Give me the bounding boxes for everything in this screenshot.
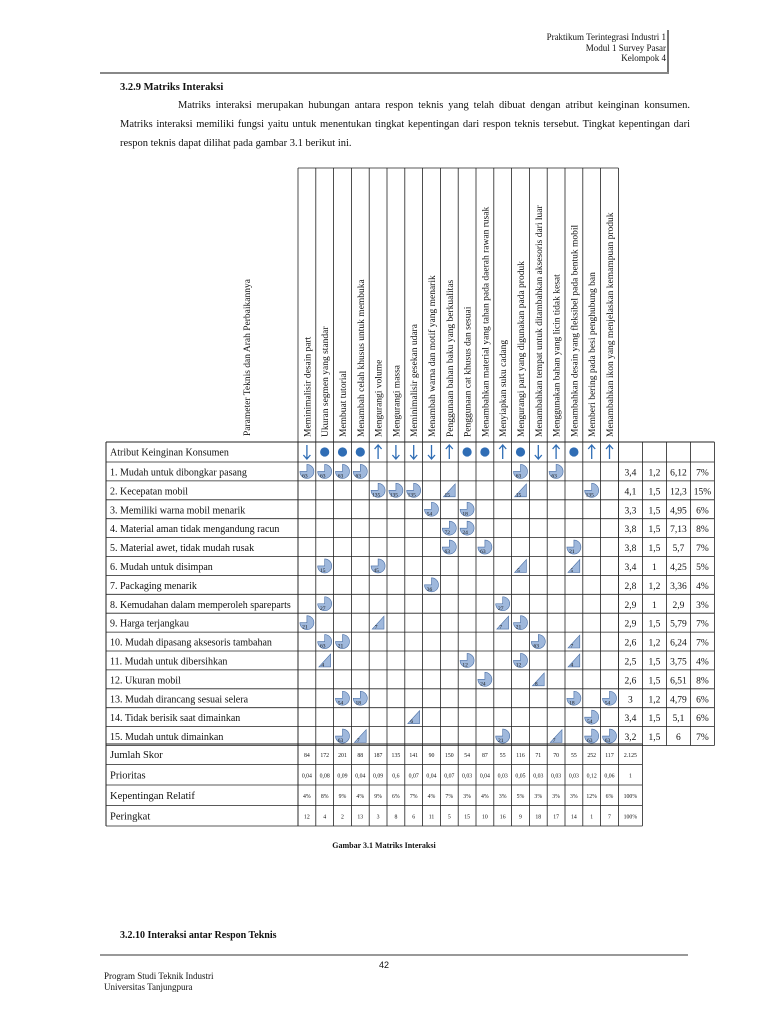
summary-value: 0,04 bbox=[301, 773, 312, 780]
page-number: 42 bbox=[378, 960, 389, 970]
footer-program: Program Studi Teknik Industri bbox=[104, 971, 214, 981]
attribute-value: 1 bbox=[652, 600, 657, 611]
arrow-down-icon bbox=[392, 445, 399, 459]
arrow-up-icon bbox=[588, 445, 595, 459]
attribute-value: 3,75 bbox=[670, 657, 687, 668]
attribute-value: 8% bbox=[696, 676, 709, 687]
relation-score: 7 bbox=[374, 624, 378, 631]
summary-value: 4% bbox=[427, 794, 436, 800]
summary-value: 3% bbox=[498, 794, 507, 800]
attribute-label: 10. Mudah dipasang aksesoris tambahan bbox=[110, 637, 272, 649]
tech-response-label: Menambahkan desain yang fleksibel pada bentuk mobil bbox=[570, 224, 581, 437]
summary-value: 11 bbox=[428, 814, 435, 821]
attribute-value: 3,2 bbox=[624, 733, 637, 744]
relation-score: 8 bbox=[534, 681, 538, 688]
target-circle-icon bbox=[320, 447, 329, 456]
summary-row-label: Peringkat bbox=[110, 811, 151, 823]
tech-response-label: Menggunakan bahan yang licin tidak kesat bbox=[552, 274, 563, 437]
next-section-title: 3.2.10 Interaksi antar Respon Teknis bbox=[120, 930, 277, 941]
relation-score: 72 bbox=[444, 530, 451, 537]
attribute-value: 2,9 bbox=[624, 600, 637, 611]
relation-score: 4 bbox=[570, 662, 574, 669]
relation-score: 18 bbox=[569, 700, 575, 707]
summary-value: 0,05 bbox=[515, 773, 526, 780]
summary-value: 7% bbox=[445, 794, 454, 800]
relation-score: 54 bbox=[426, 511, 433, 518]
relation-score: 7 bbox=[499, 624, 503, 631]
summary-value: 0,04 bbox=[479, 773, 490, 780]
attribute-value: 3,4 bbox=[624, 468, 637, 479]
relation-score: 7 bbox=[552, 738, 556, 745]
summary-value: 55 bbox=[499, 753, 506, 759]
relation-score: 63 bbox=[533, 643, 540, 650]
attribute-value: 6,51 bbox=[670, 676, 687, 687]
summary-row-label: Jumlah Skor bbox=[110, 750, 163, 761]
attribute-value: 7% bbox=[696, 638, 709, 649]
attribute-label: 13. Mudah dirancang sesuai selera bbox=[110, 694, 249, 706]
attribute-label: 4. Material aman tidak mengandung racun bbox=[110, 524, 280, 536]
summary-value: 116 bbox=[516, 753, 525, 759]
summary-value: 2.125 bbox=[623, 753, 637, 759]
relation-score: 4 bbox=[321, 662, 325, 669]
attribute-value: 1,5 bbox=[648, 544, 661, 555]
header-group: Kelompok 4 bbox=[621, 53, 666, 63]
attribute-value: 12,3 bbox=[670, 487, 687, 498]
summary-value: 8% bbox=[320, 794, 329, 800]
page-footer bbox=[104, 971, 213, 992]
section-paragraph: Matriks interaksi merupakan hubungan antara respon teknis yang telah dibuat dengan atribut keinginan konsumen. Matriks interaksi memiliki fungsi yaitu untuk menentukan tingkat kepentingan dari respon teknis tersebut. Tingkat kepentingan dari respon teknis dapat dilihat pada gambar 3.1 berikut ini. bbox=[120, 100, 690, 149]
attribute-value: 5,7 bbox=[672, 544, 685, 555]
attribute-value: 6,24 bbox=[670, 638, 687, 649]
relation-score: 18 bbox=[355, 700, 362, 707]
header-course: Praktikum Terintegrasi Industri 1 bbox=[546, 32, 666, 42]
summary-value: 3% bbox=[534, 794, 543, 800]
summary-value: 0,08 bbox=[319, 773, 330, 780]
arrow-down-icon bbox=[303, 445, 310, 459]
summary-value: 0,03 bbox=[568, 773, 579, 780]
arrow-down-icon bbox=[535, 445, 542, 459]
summary-value: 150 bbox=[444, 753, 454, 759]
relation-score: 45 bbox=[373, 567, 379, 574]
relation-score: 24 bbox=[462, 530, 468, 537]
attribute-value: 5,1 bbox=[672, 714, 685, 725]
attribute-label: 6. Mudah untuk disimpan bbox=[110, 562, 213, 573]
footer-university: Universitas Tanjungpura bbox=[104, 981, 193, 992]
summary-value: 0,12 bbox=[586, 773, 597, 780]
param-header-label: Parameter Teknis dan Arah Perbaikannya bbox=[243, 279, 253, 436]
summary-row-label: Prioritas bbox=[110, 770, 146, 782]
attribute-value: 8% bbox=[696, 525, 709, 536]
attribute-value: 3,8 bbox=[624, 525, 637, 536]
relation-score: 5 bbox=[517, 567, 520, 574]
summary-value: 4% bbox=[356, 794, 365, 800]
attribute-value: 2,9 bbox=[624, 619, 637, 630]
summary-value: 54 bbox=[464, 753, 470, 759]
relation-score: 63 bbox=[515, 473, 522, 480]
summary-value: 0,6 bbox=[392, 773, 400, 780]
attribute-value: 1,5 bbox=[648, 619, 661, 630]
summary-value: 6% bbox=[392, 794, 400, 800]
summary-value: 71 bbox=[535, 753, 542, 759]
attribute-label: 15. Mudah untuk dimainkan bbox=[110, 732, 224, 744]
target-circle-icon bbox=[480, 447, 489, 456]
tech-response-label: Penggunaan cat khusus dan sesuai bbox=[463, 306, 474, 437]
tech-response-label: Memberi bering pada besi penghubung ban bbox=[588, 272, 599, 437]
attribute-value: 7% bbox=[696, 619, 709, 630]
attribute-value: 3,36 bbox=[670, 581, 687, 592]
target-circle-icon bbox=[569, 447, 578, 456]
relation-score: 6 bbox=[410, 719, 414, 726]
relation-score: 21 bbox=[569, 549, 575, 556]
attribute-value: 6 bbox=[676, 733, 681, 744]
attribute-value: 1,5 bbox=[648, 714, 661, 725]
attribute-value: 15% bbox=[693, 487, 712, 498]
relation-score: 21 bbox=[515, 624, 522, 631]
summary-value: 100% bbox=[623, 794, 638, 800]
summary-value: 187 bbox=[373, 753, 383, 759]
arrow-up-icon bbox=[499, 445, 506, 459]
summary-value: 0,04 bbox=[426, 773, 437, 780]
summary-value: 13 bbox=[357, 814, 364, 821]
summary-value: 16 bbox=[499, 814, 506, 821]
relation-score: 63 bbox=[480, 549, 486, 556]
relation-score: 21 bbox=[302, 624, 308, 631]
tech-response-label: Mengurangi massa bbox=[392, 364, 403, 437]
attribute-value: 2,6 bbox=[624, 676, 637, 687]
relation-score: 63 bbox=[551, 473, 557, 480]
attribute-value: 2,8 bbox=[624, 581, 637, 592]
summary-value: 4% bbox=[303, 794, 311, 800]
summary-value: 0,07 bbox=[444, 773, 455, 780]
relation-score: 18 bbox=[462, 511, 468, 518]
relation-score: 27 bbox=[497, 605, 504, 612]
attribute-value: 3,3 bbox=[624, 506, 637, 517]
attribute-value: 1 bbox=[652, 563, 657, 573]
attribute-value: 3 bbox=[628, 695, 633, 706]
summary-value: 7% bbox=[409, 794, 418, 800]
arrow-up-icon bbox=[606, 445, 613, 459]
attribute-label: 12. Ukuran mobil bbox=[110, 675, 181, 687]
arrow-down-icon bbox=[410, 445, 417, 459]
attribute-value: 1,5 bbox=[648, 506, 661, 517]
summary-value: 252 bbox=[587, 753, 597, 759]
footer-divider bbox=[100, 954, 688, 956]
attribute-value: 5% bbox=[696, 563, 709, 573]
summary-value: 6% bbox=[605, 794, 614, 800]
attribute-value: 1,5 bbox=[648, 676, 661, 687]
attribute-label: 2. Kecepatan mobil bbox=[110, 486, 189, 498]
tech-response-label: Mengurangi volume bbox=[374, 359, 385, 437]
attribute-value: 3% bbox=[696, 600, 709, 611]
attribute-label: 5. Material awet, tidak mudah rusak bbox=[110, 543, 255, 555]
attribute-value: 4,1 bbox=[624, 487, 637, 498]
attribute-value: 2,5 bbox=[624, 657, 637, 668]
relation-score: 12 bbox=[515, 662, 522, 669]
attribute-value: 5,79 bbox=[670, 619, 687, 630]
relation-score: 63 bbox=[355, 473, 362, 480]
summary-value: 3 bbox=[376, 814, 380, 821]
attribute-value: 6,12 bbox=[670, 468, 687, 479]
relation-score: 63 bbox=[604, 738, 611, 745]
summary-value: 3% bbox=[463, 794, 471, 800]
summary-value: 17 bbox=[553, 814, 559, 821]
attribute-value: 1,2 bbox=[648, 468, 661, 479]
relation-score: 15 bbox=[319, 567, 326, 574]
summary-value: 0,06 bbox=[604, 773, 615, 780]
tech-response-label: Menambah warna dan motif yang menarik bbox=[428, 275, 438, 437]
summary-value: 55 bbox=[571, 753, 577, 759]
header-module: Modul 1 Survey Pasar bbox=[585, 42, 666, 53]
summary-value: 5% bbox=[516, 794, 525, 800]
tech-response-label: Menambahkan ikon yang menjelaskan kemampuan produk bbox=[606, 212, 616, 437]
summary-value: 100% bbox=[623, 814, 638, 821]
attribute-value: 6% bbox=[696, 714, 709, 725]
attribute-value: 7% bbox=[696, 733, 709, 744]
section-title: 3.2.9 Matriks Interaksi bbox=[120, 82, 224, 93]
attribute-value: 7% bbox=[696, 468, 709, 479]
relation-score: 135 bbox=[371, 492, 381, 499]
summary-value: 18 bbox=[535, 814, 542, 821]
summary-value: 70 bbox=[553, 753, 559, 759]
target-circle-icon bbox=[356, 447, 365, 456]
summary-value: 135 bbox=[391, 753, 401, 759]
relation-score: 63 bbox=[319, 643, 326, 650]
relation-score: 54 bbox=[604, 700, 611, 707]
attribute-value: 1,5 bbox=[648, 657, 661, 668]
relation-score: 12 bbox=[462, 662, 468, 669]
tech-response-label: Menambah celah khusus untuk membuka bbox=[356, 279, 367, 437]
relation-score: 15 bbox=[515, 492, 522, 499]
attribute-label: 3. Memiliki warna mobil menarik bbox=[110, 505, 246, 517]
summary-value: 9 bbox=[519, 814, 522, 821]
summary-value: 10 bbox=[482, 814, 488, 821]
summary-value: 4% bbox=[481, 794, 489, 800]
tech-response-label: Menambahkan tempat untuk ditambahkan aksesoris dari luar bbox=[534, 205, 545, 437]
summary-value: 8 bbox=[394, 814, 398, 821]
relation-score: 15 bbox=[444, 492, 451, 499]
attribute-value: 4% bbox=[696, 657, 709, 668]
attribute-label: 14. Tidak berisik saat dimainkan bbox=[110, 713, 241, 725]
summary-value: 90 bbox=[428, 753, 435, 759]
summary-value: 14 bbox=[571, 814, 577, 821]
summary-value: 3% bbox=[552, 794, 560, 800]
summary-value: 15 bbox=[464, 814, 470, 821]
attribute-label: 1. Mudah untuk dibongkar pasang bbox=[110, 467, 247, 479]
attribute-value: 4,95 bbox=[670, 506, 687, 517]
relation-score: 21 bbox=[497, 738, 504, 745]
summary-value: 84 bbox=[304, 753, 310, 759]
attribute-value: 4,25 bbox=[670, 563, 687, 573]
summary-value: 2 bbox=[341, 814, 344, 821]
relation-score: 135 bbox=[585, 492, 594, 499]
relation-score: 24 bbox=[480, 681, 486, 688]
attribute-value: 1,5 bbox=[648, 733, 661, 744]
summary-value: 0,03 bbox=[551, 773, 562, 780]
attribute-value: 3,8 bbox=[624, 544, 637, 555]
relation-score: 63 bbox=[319, 473, 326, 480]
summary-value: 1 bbox=[628, 773, 632, 780]
summary-value: 201 bbox=[338, 753, 347, 759]
summary-value: 172 bbox=[320, 753, 330, 759]
summary-value: 12 bbox=[304, 814, 310, 821]
attribute-value: 1,5 bbox=[648, 487, 661, 498]
attribute-value: 3,4 bbox=[624, 563, 637, 573]
attribute-value: 6% bbox=[696, 695, 709, 706]
attribute-value: 2,9 bbox=[672, 600, 685, 611]
summary-value: 7 bbox=[608, 814, 611, 821]
tech-response-label: Meminimalisir gesekan udara bbox=[410, 324, 421, 437]
summary-value: 88 bbox=[357, 753, 364, 759]
attribute-value: 1,2 bbox=[648, 581, 661, 592]
summary-value: 9% bbox=[338, 794, 347, 800]
attribute-value: 3,4 bbox=[624, 714, 637, 725]
summary-value: 0,09 bbox=[373, 773, 384, 780]
summary-value: 3% bbox=[570, 794, 578, 800]
target-circle-icon bbox=[516, 447, 525, 456]
relation-score: 5 bbox=[570, 567, 574, 574]
relation-score: 135 bbox=[407, 492, 416, 499]
summary-value: 5 bbox=[447, 814, 451, 821]
attribute-label: 8. Kemudahan dalam memperoleh spareparts bbox=[110, 599, 291, 611]
summary-value: 0,09 bbox=[337, 773, 348, 780]
arrow-up-icon bbox=[553, 445, 560, 459]
attribute-label: 9. Harga terjangkau bbox=[110, 618, 189, 630]
tech-response-label: Meminimalisir desain part bbox=[303, 336, 314, 437]
relation-score: 7 bbox=[356, 738, 360, 745]
relation-score: 54 bbox=[337, 700, 344, 707]
relation-score: 63 bbox=[302, 473, 308, 480]
attribute-header: Atribut Keinginan Konsumen bbox=[110, 447, 229, 459]
attribute-value: 4,79 bbox=[670, 695, 687, 706]
summary-row-label: Kepentingan Relatif bbox=[110, 791, 195, 802]
attribute-value: 7,13 bbox=[670, 525, 687, 536]
arrow-down-icon bbox=[428, 445, 435, 459]
summary-value: 0,03 bbox=[533, 773, 544, 780]
summary-value: 4 bbox=[323, 814, 327, 821]
attribute-value: 1,2 bbox=[648, 638, 661, 649]
summary-value: 6 bbox=[412, 814, 416, 821]
relation-score: 27 bbox=[319, 605, 326, 612]
arrow-up-icon bbox=[375, 445, 382, 459]
summary-value: 141 bbox=[409, 753, 419, 759]
attribute-label: 11. Mudah untuk dibersihkan bbox=[110, 656, 228, 668]
tech-response-label: Mengurangi part yang digunakan pada produk bbox=[517, 261, 527, 437]
tech-response-label: Membuat tutorial bbox=[339, 370, 349, 437]
tech-response-label: Menyiapkan suku cadang bbox=[499, 339, 510, 437]
attribute-value: 6% bbox=[696, 506, 709, 517]
relation-score: 63 bbox=[337, 738, 344, 745]
relation-score: 54 bbox=[586, 719, 593, 726]
tech-response-label: Penggunaan bahan baku yang berkualitas bbox=[445, 279, 456, 437]
summary-value: 117 bbox=[605, 753, 614, 759]
relation-score: 36 bbox=[426, 586, 433, 593]
attribute-value: 1,2 bbox=[648, 695, 661, 706]
summary-value: 0,03 bbox=[462, 773, 473, 780]
attribute-value: 4% bbox=[696, 581, 709, 592]
relation-score: 63 bbox=[586, 738, 593, 745]
figure-caption: Gambar 3.1 Matriks Interaksi bbox=[332, 841, 436, 850]
summary-value: 12% bbox=[586, 794, 598, 800]
summary-value: 9% bbox=[374, 794, 382, 800]
attribute-label: 7. Packaging menarik bbox=[110, 580, 197, 592]
relation-score: 7 bbox=[570, 643, 574, 650]
arrow-up-icon bbox=[446, 445, 453, 459]
tech-response-label: Ukuran segmen yang standar bbox=[321, 326, 332, 437]
summary-value: 0,04 bbox=[355, 773, 366, 780]
attribute-value: 1,5 bbox=[648, 525, 661, 536]
relation-score: 135 bbox=[389, 492, 399, 499]
relation-score: 21 bbox=[337, 643, 344, 650]
summary-value: 0,03 bbox=[497, 773, 508, 780]
attribute-value: 7% bbox=[696, 544, 709, 555]
target-circle-icon bbox=[338, 447, 347, 456]
tech-response-label: Menambahkan material yang tahan pada daerah rawan rusak bbox=[481, 206, 492, 437]
attribute-value: 2,6 bbox=[624, 638, 637, 649]
target-circle-icon bbox=[463, 447, 472, 456]
relation-score: 63 bbox=[444, 549, 451, 556]
summary-value: 1 bbox=[590, 814, 594, 821]
summary-value: 87 bbox=[482, 753, 488, 759]
summary-value: 0,07 bbox=[408, 773, 419, 780]
relation-score: 63 bbox=[337, 473, 344, 480]
